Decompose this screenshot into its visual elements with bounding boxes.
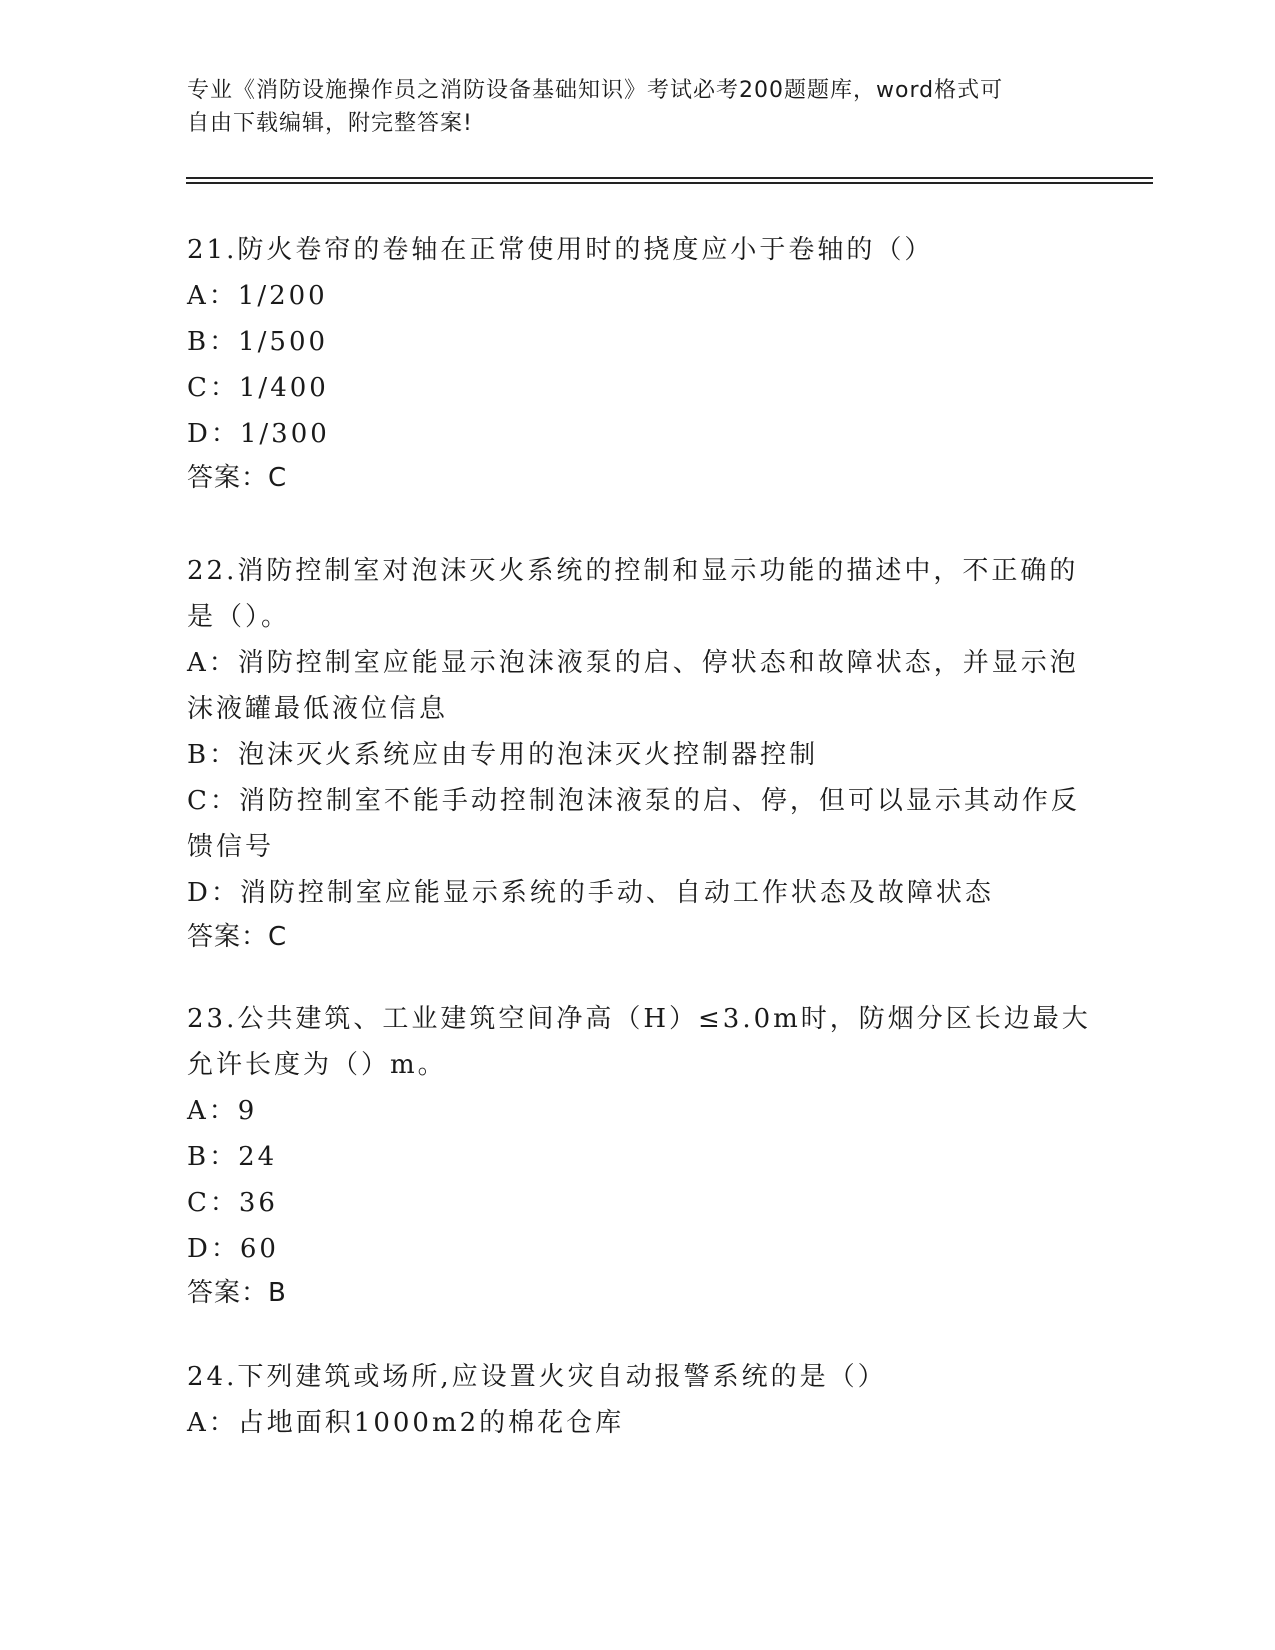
option-b: B：1/500 <box>187 327 329 357</box>
question-stem-line-2: 是（）。 <box>187 602 291 632</box>
option-d: D：60 <box>187 1234 279 1264</box>
question-stem-line-1: 22.消防控制室对泡沫灭火系统的控制和显示功能的描述中，不正确的 <box>187 556 1079 586</box>
option-a-line-1: A：消防控制室应能显示泡沫液泵的启、停状态和故障状态，并显示泡 <box>187 648 1079 678</box>
answer: 答案：B <box>187 1278 287 1308</box>
header-line-1: 专业《消防设施操作员之消防设备基础知识》考试必考200题题库，word格式可 <box>187 78 1004 103</box>
option-a: A：占地面积1000m2的棉花仓库 <box>187 1408 625 1438</box>
option-a: A：1/200 <box>187 281 328 311</box>
question-22 <box>187 548 1080 958</box>
question-23 <box>187 996 1091 1314</box>
option-c-line-2: 馈信号 <box>187 832 275 862</box>
header-divider-top <box>186 177 1153 179</box>
question-stem-line-2: 允许长度为（）m。 <box>187 1050 447 1080</box>
answer: 答案：C <box>187 922 288 952</box>
option-c: C：36 <box>187 1188 278 1218</box>
header-divider-bottom <box>186 182 1153 184</box>
document-header <box>187 74 1067 140</box>
option-a: A：9 <box>187 1096 258 1126</box>
option-c-line-1: C：消防控制室不能手动控制泡沫液泵的启、停，但可以显示其动作反 <box>187 786 1080 816</box>
question-stem: 21.防火卷帘的卷轴在正常使用时的挠度应小于卷轴的（） <box>187 235 934 265</box>
answer: 答案：C <box>187 463 288 493</box>
question-21 <box>187 227 1067 499</box>
option-d: D：1/300 <box>187 419 330 449</box>
option-d: D：消防控制室应能显示系统的手动、自动工作状态及故障状态 <box>187 878 994 908</box>
header-line-2: 自由下载编辑，附完整答案! <box>187 111 473 136</box>
option-b: B：泡沫灭火系统应由专用的泡沫灭火控制器控制 <box>187 740 819 770</box>
option-a-line-2: 沫液罐最低液位信息 <box>187 694 449 724</box>
option-b: B：24 <box>187 1142 278 1172</box>
option-c: C：1/400 <box>187 373 329 403</box>
question-24 <box>187 1354 1067 1446</box>
question-stem: 24.下列建筑或场所,应设置火灾自动报警系统的是（） <box>187 1362 887 1392</box>
question-stem-line-1: 23.公共建筑、工业建筑空间净高（H）≤3.0m时，防烟分区长边最大 <box>187 1004 1091 1034</box>
